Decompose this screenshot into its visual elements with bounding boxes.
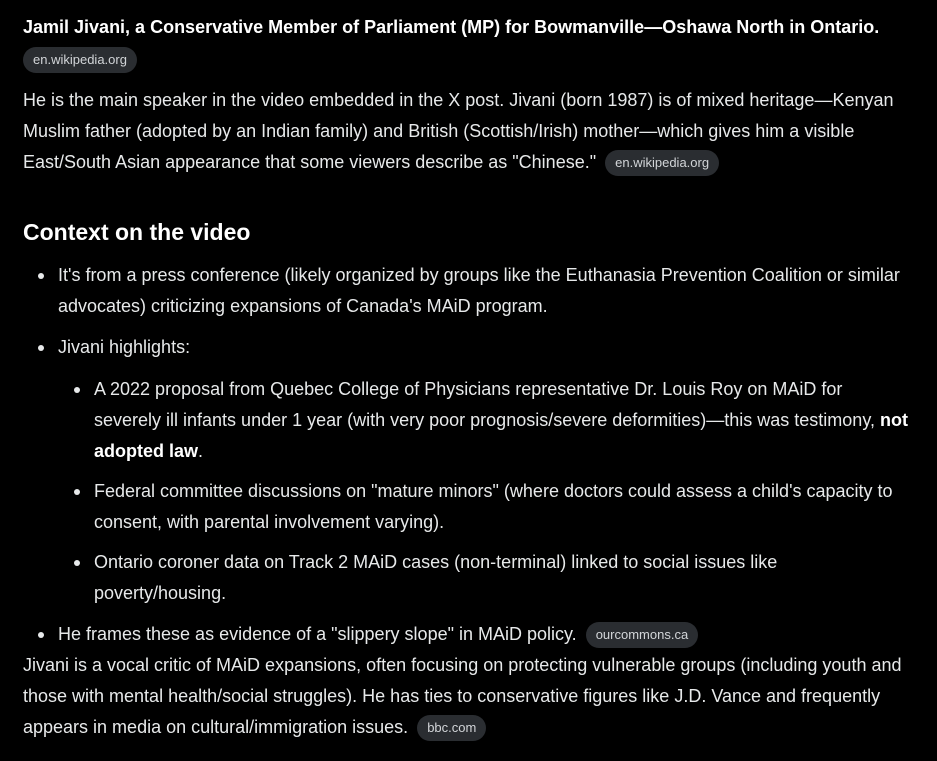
sub-bullet-period: . <box>198 441 204 461</box>
list-item <box>58 476 914 538</box>
bullet-text-press-conference: It's from a press conference (likely organized by groups like the Euthanasia Prevention Coalition or similar advocates) criticizing expansions of Canada's MAiD program. <box>58 265 900 316</box>
section-title-context: Context on the video <box>23 219 251 245</box>
bullet-text-slippery-slope: He frames these as evidence of a "slippery slope" in MAiD policy. <box>58 624 577 644</box>
intro-heading-text: Jamil Jivani, a Conservative Member of Parliament (MP) for Bowmanville—Oshawa North in Ontario. <box>23 17 880 37</box>
source-chip-bbc[interactable]: bbc.com <box>417 715 486 741</box>
highlights-sublist <box>58 374 914 609</box>
sub-bullet-text-coroner-data: Ontario coroner data on Track 2 MAiD cases (non-terminal) linked to social issues like poverty/housing. <box>94 552 778 603</box>
emphasis-not-adopted-law: not adopted law <box>94 410 908 461</box>
intro-heading-source-row <box>23 43 914 74</box>
source-chip-wikipedia-1[interactable]: en.wikipedia.org <box>23 47 137 73</box>
sub-bullet-text-mature-minors: Federal committee discussions on "mature minors" (where doctors could assess a child's capacity to consent, with parental involvement varying). <box>94 481 893 532</box>
source-chip-ourcommons[interactable]: ourcommons.ca <box>586 622 698 648</box>
intro-heading <box>23 12 914 43</box>
intro-paragraph-text: He is the main speaker in the video embedded in the X post. Jivani (born 1987) is of mixed heritage—Kenyan Muslim father (adopted by an Indian family) and British (Scottish/Irish) mother—which gives him a visible East/South Asian appearance that some viewers describe as "Chinese." <box>23 90 894 172</box>
list-item <box>23 260 914 322</box>
list-item <box>58 547 914 609</box>
context-list <box>23 260 914 650</box>
list-item <box>58 374 914 467</box>
closing-paragraph-text: Jivani is a vocal critic of MAiD expansions, often focusing on protecting vulnerable groups (including youth and those with mental health/social struggles). He has ties to conservative figures like J.D. Vance and frequently appears in media on cultural/immigration issues. <box>23 655 902 737</box>
source-chip-wikipedia-2[interactable]: en.wikipedia.org <box>605 150 719 176</box>
list-item <box>23 332 914 609</box>
sub-bullet-text-infants: A 2022 proposal from Quebec College of Physicians representative Dr. Louis Roy on MAiD for severely ill infants under 1 year (with very poor prognosis/severe deformities)—this was testimony, <box>94 379 880 430</box>
bullet-text-highlights: Jivani highlights: <box>58 337 191 357</box>
list-item <box>23 619 914 650</box>
closing-paragraph <box>23 650 914 743</box>
intro-paragraph <box>23 85 914 178</box>
